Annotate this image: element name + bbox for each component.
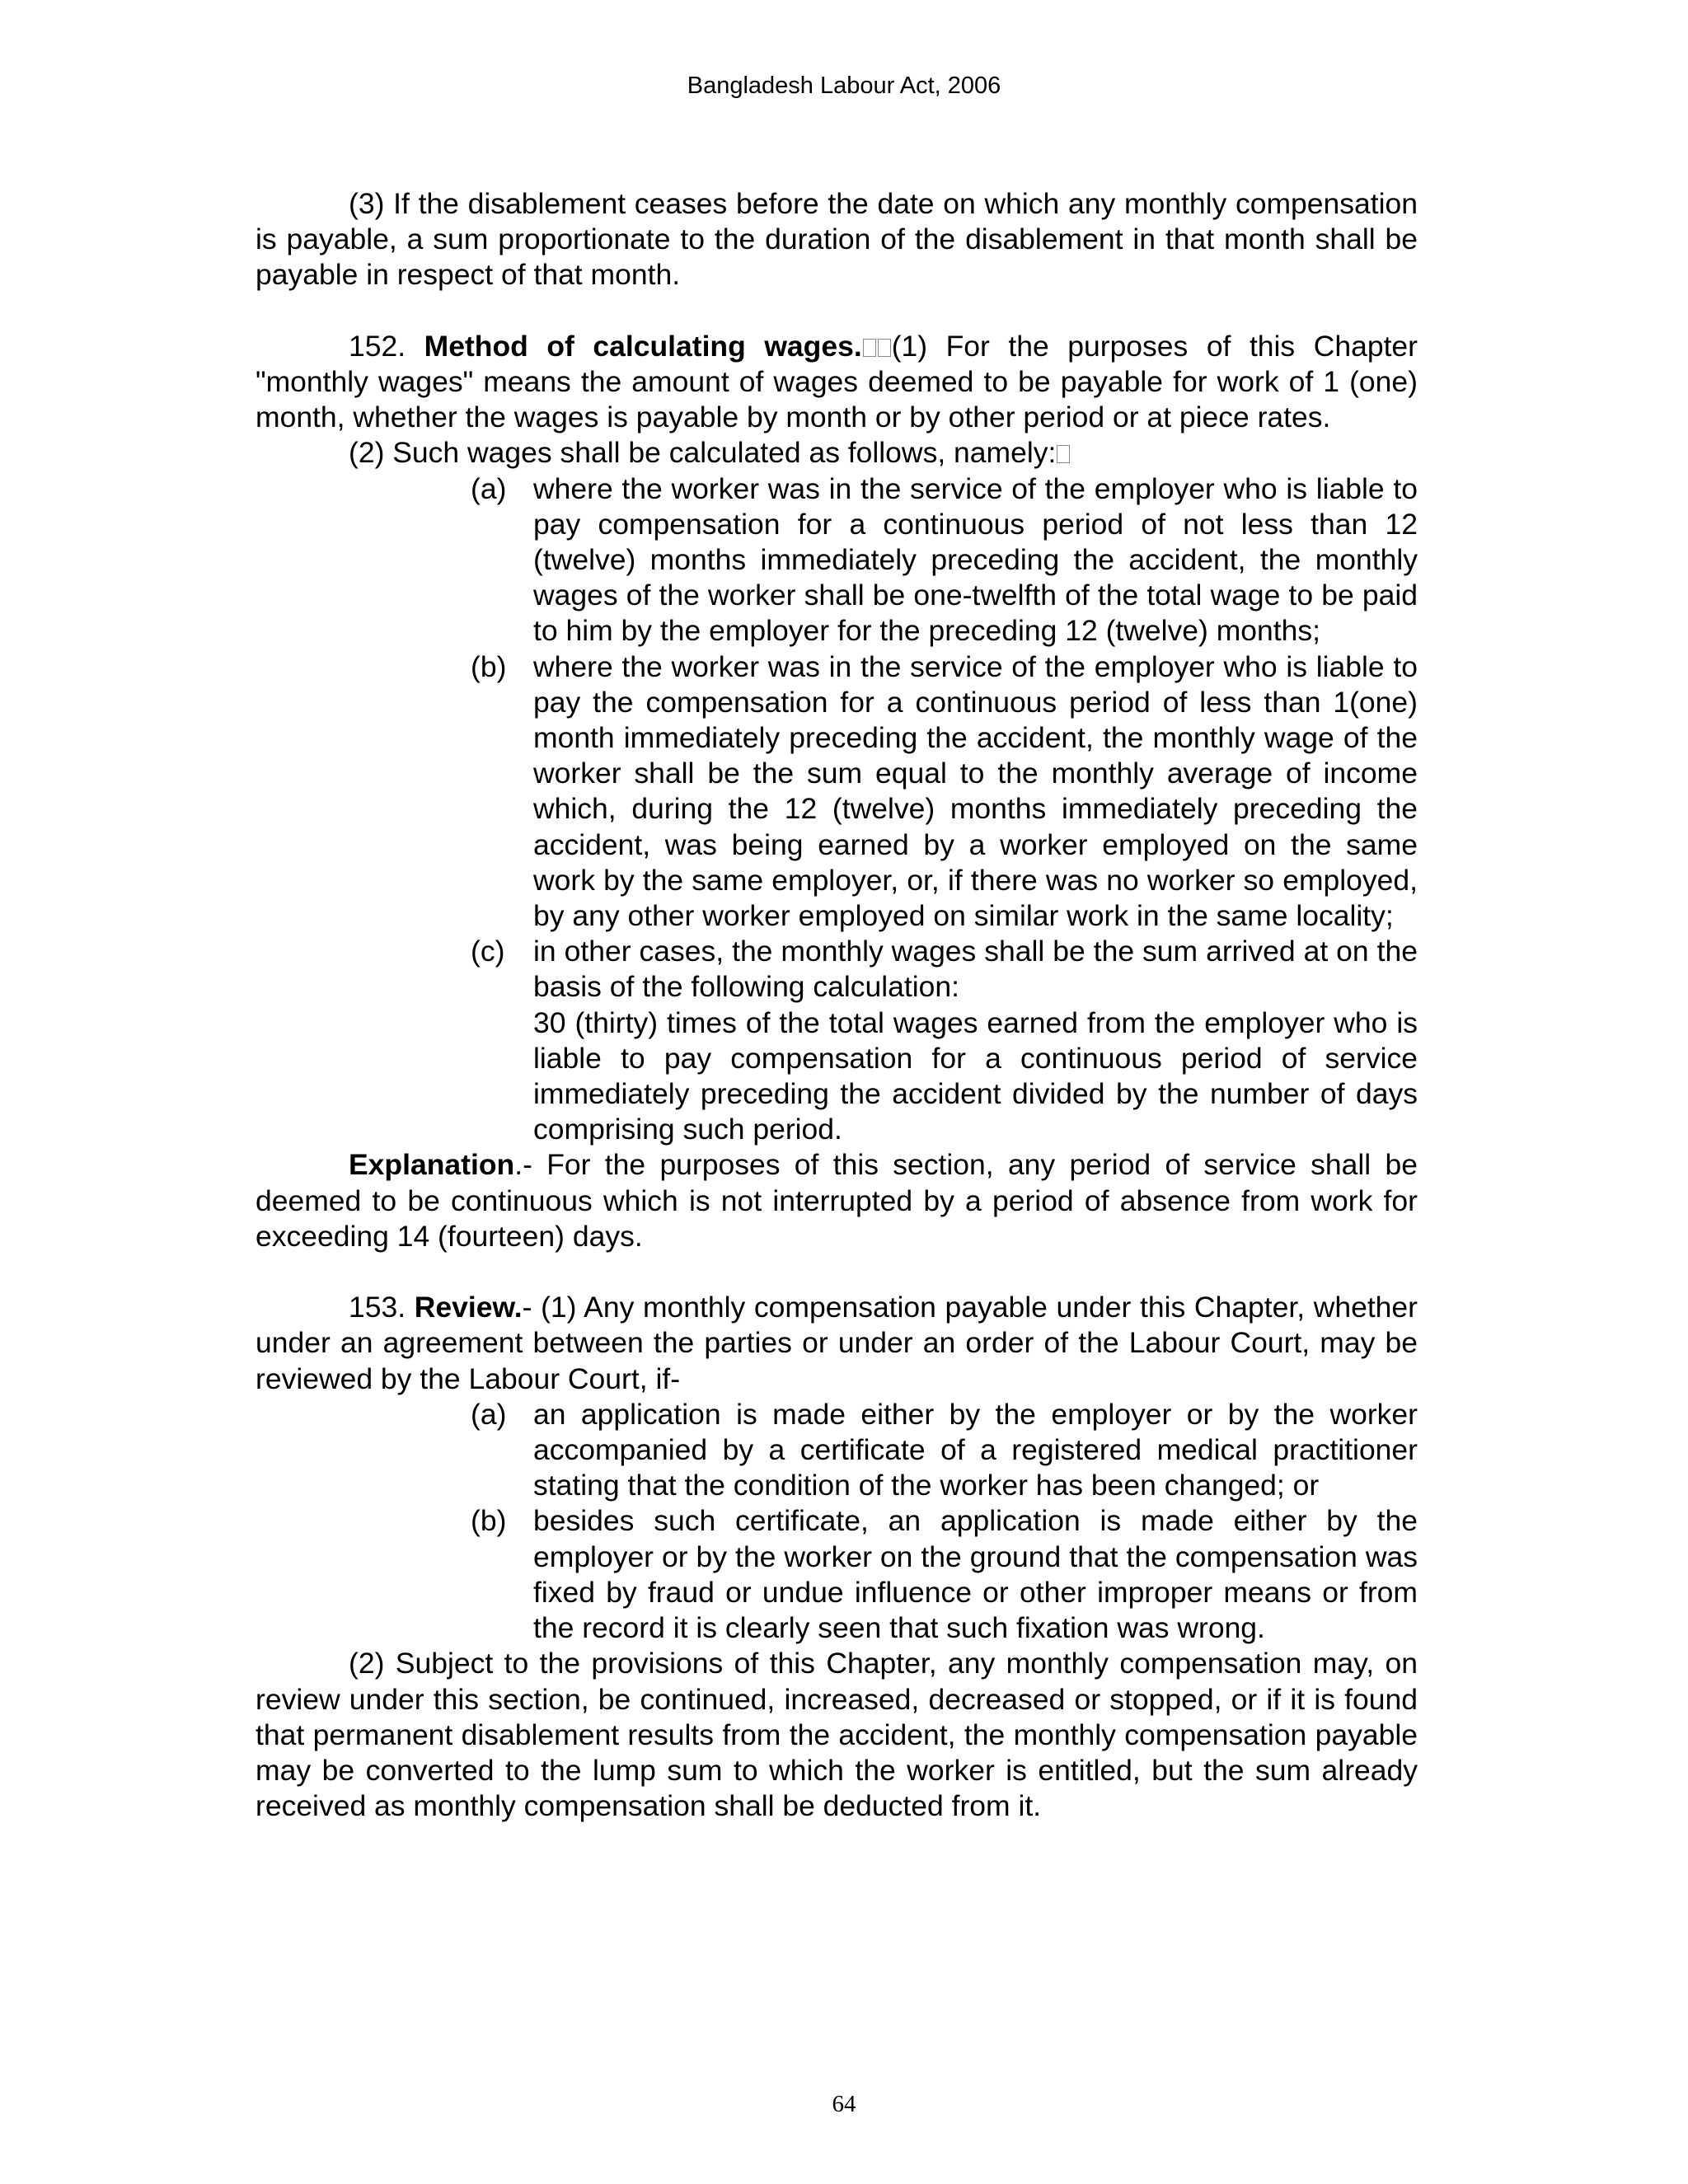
clause-label: (b) xyxy=(471,1504,507,1538)
section-152-subsection-2-intro xyxy=(256,435,1418,471)
section-text: (1) For the purposes of this Chapter "monthly wages" means the amount of wages deemed to be payable for work of 1 (one) month, whether the wages is payable by month or by other period or at piece rates. xyxy=(256,329,1418,434)
clause-a xyxy=(256,471,1418,649)
clause-label-cell xyxy=(256,649,533,935)
section-heading: Review. xyxy=(414,1291,523,1324)
clause-text: in other cases, the monthly wages shall be the sum arrived at on the basis of the following calculation: xyxy=(533,935,1418,1004)
section-heading: Method of calculating wages. xyxy=(424,329,862,363)
clause-label: (b) xyxy=(471,649,507,683)
clause-text: where the worker was in the service of the employer who is liable to pay compensation for a continuous period of not less than 12 (twelve) months immediately preceding the accident, the monthly wages of the worker shall be one-twelfth of the total wage to be paid to him by the employer for the preceding 12 (twelve) months; xyxy=(533,471,1418,648)
clause-c xyxy=(256,934,1418,1147)
missing-glyph-icon xyxy=(1057,445,1070,463)
clause-a xyxy=(256,1397,1418,1504)
section-text: - (1) Any monthly compensation payable under this Chapter, whether under an agreement between the parties or under an order of the Labour Court, may be reviewed by the Labour Court, if- xyxy=(256,1291,1418,1395)
document-body xyxy=(256,186,1418,1824)
page-number: 64 xyxy=(832,2091,856,2117)
clause-label: (a) xyxy=(471,471,507,505)
section-152-subsection-1 xyxy=(256,329,1418,436)
paragraph-gap xyxy=(256,1254,1418,1290)
section-152-explanation xyxy=(256,1147,1418,1254)
section-151-subsection-3: (3) If the disablement ceases before the date on which any monthly compensation is payable, a sum proportionate to the duration of the disablement in that month shall be payable in respect of that month. xyxy=(256,187,1418,292)
subsection-intro-text: (2) Such wages shall be calculated as follows, namely: xyxy=(349,436,1057,470)
clause-label: (c) xyxy=(471,935,505,968)
paragraph-gap xyxy=(256,293,1418,329)
missing-glyph-icon xyxy=(878,339,891,357)
clause-formula-text: 30 (thirty) times of the total wages earned from the employer who is liable to pay compensation for a continuous period of service immediately preceding the accident divided by the number of days comprising such period. xyxy=(533,1005,1418,1146)
clause-b xyxy=(256,1503,1418,1646)
section-153-subsection-1 xyxy=(256,1290,1418,1397)
clause-label: (a) xyxy=(471,1397,507,1431)
clause-text-block xyxy=(533,934,1418,1147)
section-number: 152. xyxy=(349,329,406,363)
clause-text: an application is made either by the employer or by the worker accompanied by a certificate of a registered medical practitioner stating that the condition of the worker has been changed; or xyxy=(533,1397,1418,1502)
clause-label-cell xyxy=(256,1503,533,1646)
section-number: 153. xyxy=(349,1291,406,1324)
section-153-subsection-2: (2) Subject to the provisions of this Chapter, any monthly compensation may, on review under this section, be continued, increased, decreased or stopped, or if it is found that permanent disablement results from the accident, the monthly compensation payable may be converted to the lump sum to which the worker is entitled, but the sum already received as monthly compensation shall be deducted from it. xyxy=(256,1647,1418,1823)
missing-glyph-icon xyxy=(863,339,876,357)
explanation-label: Explanation xyxy=(349,1148,515,1182)
clause-text: besides such certificate, an application is made either by the employer or by the worker on the ground that the compensation was fixed by fraud or undue influence or other improper means or from the record it is clearly seen that such fixation was wrong. xyxy=(533,1504,1418,1645)
running-header: Bangladesh Labour Act, 2006 xyxy=(687,73,1001,99)
clause-text: where the worker was in the service of the employer who is liable to pay the compensation for a continuous period of less than 1(one) month immediately preceding the accident, the monthly wage of the worker shall be the sum equal to the monthly average of income which, during the 12 (twelve) months immediately preceding the accident, was being earned by a worker employed on the same work by the same employer, or, if there was no worker so employed, by any other worker employed on similar work in the same locality; xyxy=(533,649,1418,933)
clause-label-cell xyxy=(256,934,533,1147)
clause-label-cell xyxy=(256,471,533,649)
explanation-text: .- For the purposes of this section, any period of service shall be deemed to be continuous which is not interrupted by a period of absence from work for exceeding 14 (fourteen) days. xyxy=(256,1148,1418,1253)
clause-label-cell xyxy=(256,1397,533,1504)
clause-b xyxy=(256,649,1418,935)
